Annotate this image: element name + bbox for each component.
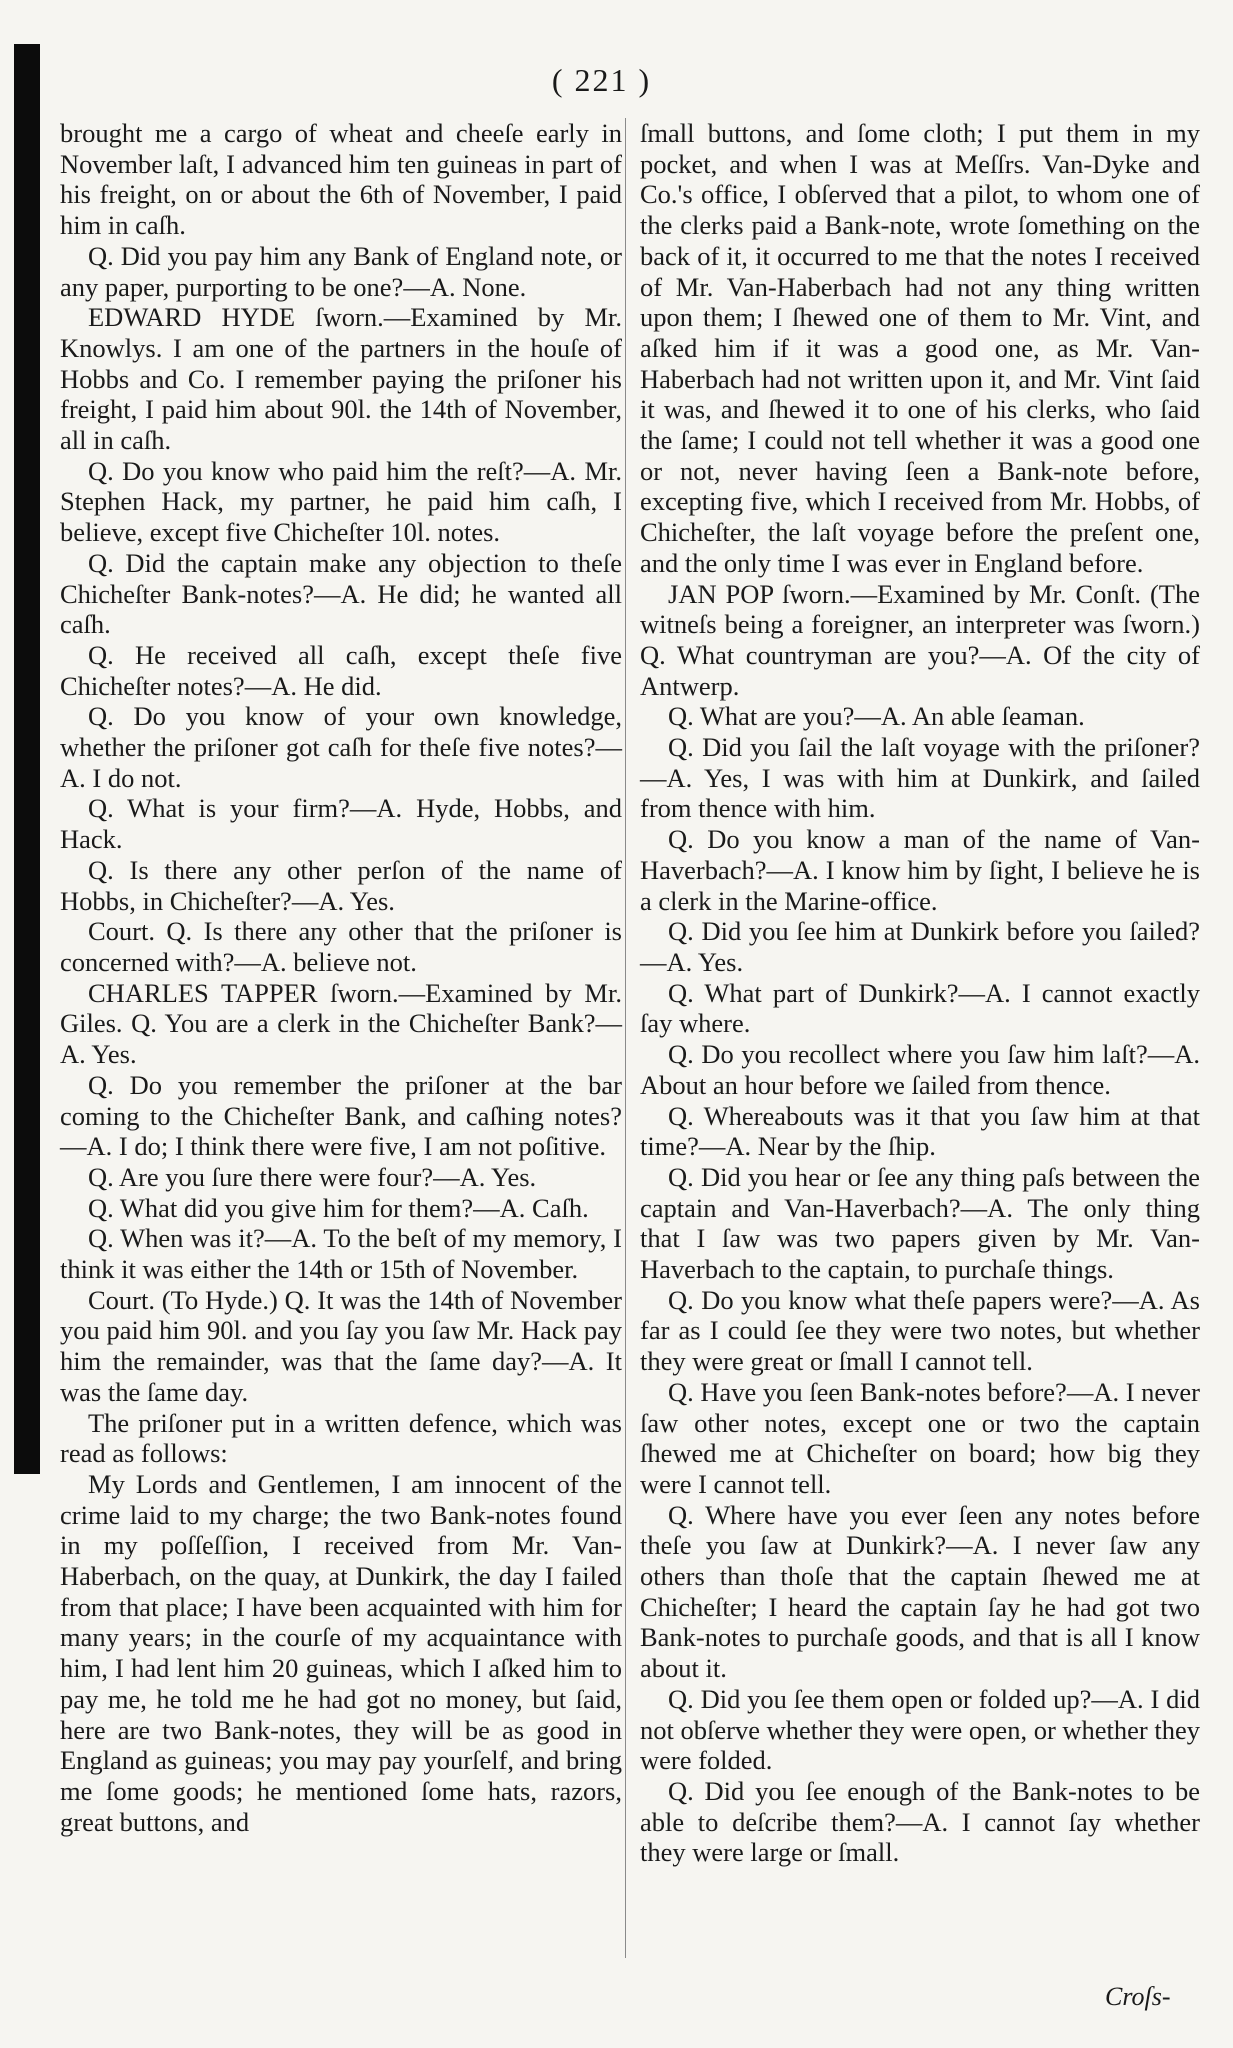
paragraph: JAN POP ſworn.—Examined by Mr. Conſt. (The witneſs being a foreigner, an interpreter was ſworn.) Q. What countryman are you?—A. Of the city of Antwerp. [640,578,1200,701]
paragraph: Q. Do you remember the priſoner at the bar coming to the Chicheſter Bank, and caſhing notes?—A. I do; I think there were five, I am not poſitive. [60,1069,622,1162]
paragraph: Q. Did you pay him any Bank of England note, or any paper, purporting to be one?—A. None. [60,240,622,302]
paragraph: Q. Did you ſee him at Dunkirk before you ſailed?—A. Yes. [640,916,1200,977]
scan-edge-bar [14,44,40,1474]
paragraph: Q. What part of Dunkirk?—A. I cannot exactly ſay where. [640,977,1200,1039]
right-column [640,118,1200,1868]
paragraph: Q. Where have you ever ſeen any notes before theſe you ſaw at Dunkirk?—A. I never ſaw any others than thoſe that the captain ſhewed me at Chicheſter; I heard the captain ſay he had got two Bank-notes to purchaſe goods, and that is all I know about it. [640,1499,1200,1684]
paragraph: Court. (To Hyde.) Q. It was the 14th of November you paid him 90l. and you ſay you ſaw Mr. Hack pay him the remainder, was that the ſame day?—A. It was the ſame day. [60,1284,622,1407]
catchword: Croſs- [1105,1982,1171,2011]
paragraph: brought me a cargo of wheat and cheeſe early in November laſt, I advanced him ten guineas in part of his freight, on or about the 6th of November, I paid him in caſh. [60,118,622,241]
paragraph: Q. He received all caſh, except theſe five Chicheſter notes?—A. He did. [60,639,622,701]
paragraph: Q. Did you hear or ſee any thing paſs between the captain and Van-Haverbach?—A. The only thing that I ſaw was two papers given by Mr. Van-Haverbach to the captain, to purchaſe things. [640,1161,1200,1285]
paragraph: Q. Are you ſure there were four?—A. Yes. [88,1161,537,1192]
paragraph: Q. Do you know who paid him the reſt?—A. Mr. Stephen Hack, my partner, he paid him caſh, I believe, except five Chicheſter 10l. notes. [60,455,622,548]
paragraph: Q. What did you give him for them?—A. Caſh. [88,1192,589,1223]
paragraph: My Lords and Gentlemen, I am innocent of the crime laid to my charge; the two Bank-notes found in my poſſeſſion, I received from Mr. Van-Haberbach, on the quay, at Dunkirk, the day I failed from that place; I have been acquainted with him for many years; in the courſe of my acquaintance with him, I had lent him 20 guineas, which I aſked him to pay me, he told me he had got no money, but ſaid, here are two Bank-notes, they will be as good in England as guineas; you may pay yourſelf, and bring me ſome goods; he mentioned ſome hats, razors, great buttons, and [60,1468,622,1837]
paragraph: Q. Is there any other perſon of the name of Hobbs, in Chicheſter?—A. Yes. [60,854,622,916]
paragraph: Q. Do you know of your own knowledge, whether the priſoner got caſh for theſe five notes?—A. I do not. [60,701,622,793]
paragraph: Q. Did you ſee them open or folded up?—A. I did not obſerve whether they were open, or whether they were folded. [640,1683,1200,1776]
paragraph: Q. Did you ſail the laſt voyage with the priſoner?—A. Yes, I was with him at Dunkirk, and ſailed from thence with him. [640,732,1200,824]
page-number: ( 221 ) [551,62,652,98]
paragraph: Q. Did the captain make any objection to theſe Chicheſter Bank-notes?—A. He did; he wanted all caſh. [60,547,622,640]
paragraph: Q. Do you know what theſe papers were?—A. As far as I could ſee they were two notes, but whether they were great or ſmall I cannot tell. [640,1284,1200,1377]
paragraph: Court. Q. Is there any other that the priſoner is concerned with?—A. believe not. [60,916,622,977]
paragraph: Q. What are you?—A. An able ſeaman. [668,701,1085,732]
paragraph: Q. Do you know a man of the name of Van-Haverbach?—A. I know him by ſight, I believe he is a clerk in the Marine-office. [640,824,1200,916]
paragraph: CHARLES TAPPER ſworn.—Examined by Mr. Giles. Q. You are a clerk in the Chicheſter Bank?—A. Yes. [60,977,622,1070]
paragraph: ſmall buttons, and ſome cloth; I put them in my pocket, and when I was at Meſſrs. Van-Dyke and Co.'s office, I obſerved that a pilot, to whom one of the clerks paid a Bank-note, wrote ſomething on the back of it, it occurred to me that the notes I received of Mr. Van-Haberbach had not any thing written upon them; I ſhewed one of them to Mr. Vint, and aſked him if it was a good one, as Mr. Van-Haberbach had not written upon it, and Mr. Vint ſaid it was, and ſhewed it to one of his clerks, who ſaid the ſame; I could not tell whether it was a good one or not, never having ſeen a Bank-note before, excepting five, which I received from Mr. Hobbs, of Chicheſter, the laſt voyage before the preſent one, and the only time I was ever in England before. [640,118,1200,578]
paragraph: Q. When was it?—A. To the beſt of my memory, I think it was either the 14th or 15th of November. [60,1223,622,1285]
left-column [60,118,622,1837]
column-divider [625,118,626,1958]
paragraph: The priſoner put in a written defence, which was read as follows: [60,1407,622,1469]
paragraph: Q. Have you ſeen Bank-notes before?—A. I never ſaw other notes, except one or two the captain ſhewed me at Chicheſter on board; how big they were I cannot tell. [640,1376,1201,1499]
paragraph: Q. Whereabouts was it that you ſaw him at that time?—A. Near by the ſhip. [640,1100,1200,1162]
paragraph: Q. Do you recollect where you ſaw him laſt?—A. About an hour before we ſailed from thence. [640,1039,1200,1100]
paragraph: Q. Did you ſee enough of the Bank-notes to be able to deſcribe them?—A. I cannot ſay whether they were large or ſmall. [640,1775,1200,1868]
paragraph: Q. What is your firm?—A. Hyde, Hobbs, and Hack. [60,793,622,855]
paragraph: EDWARD HYDE ſworn.—Examined by Mr. Knowlys. I am one of the partners in the houſe of Hobbs and Co. I remember paying the priſoner his freight, I paid him about 90l. the 14th of November, all in caſh. [60,302,622,456]
